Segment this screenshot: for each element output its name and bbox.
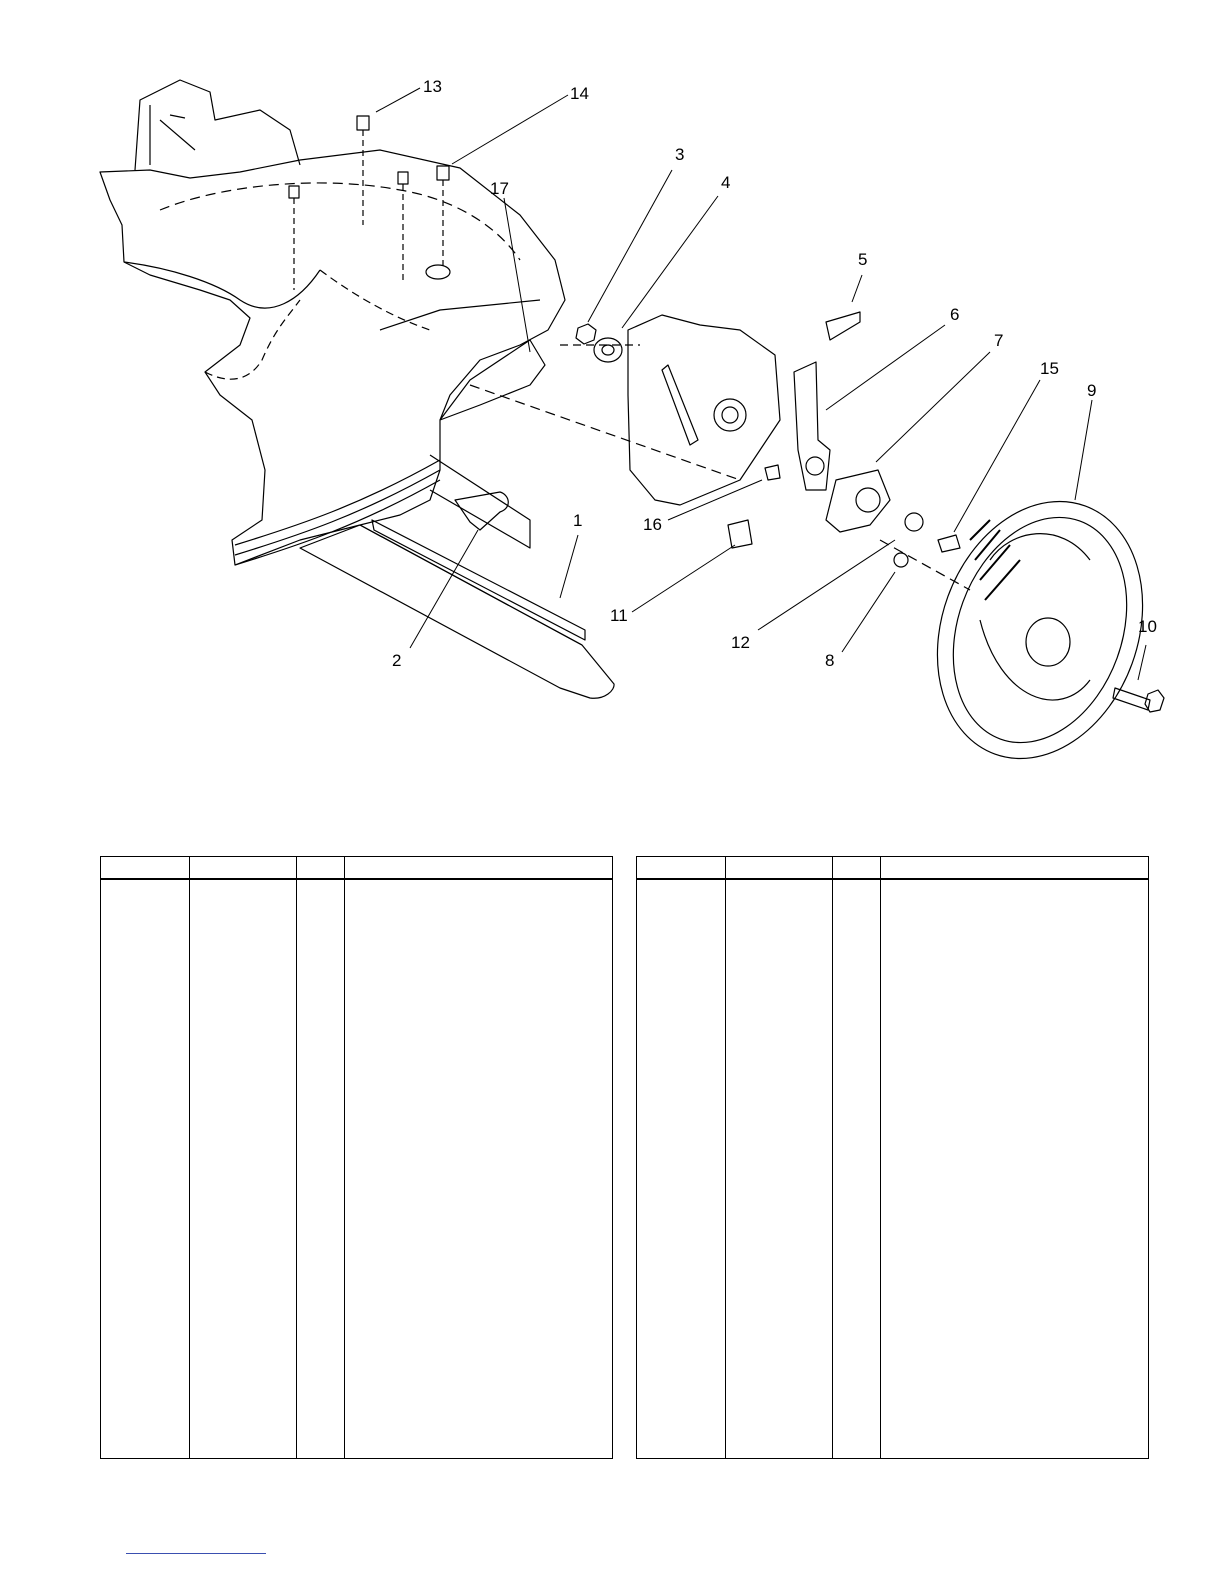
column-header-ref-no [637,857,726,880]
column-header-qty [833,857,881,880]
table-cell [190,879,297,1459]
column-header-description [881,857,1149,880]
column-header-part-no [190,857,297,880]
wheel [903,472,1177,780]
callout-17: 17 [490,179,509,198]
column-header-description [345,857,613,880]
table-cell [345,879,613,1459]
callout-14: 14 [570,84,589,103]
callout-5: 5 [858,250,868,269]
nut-and-bushing [576,324,622,362]
footer-link-underline[interactable] [126,1553,266,1554]
column-header-ref-no [101,857,190,880]
parts-table-left [100,856,613,1459]
callout-1: 1 [573,511,583,530]
table-body-row [101,879,613,1459]
top-bolts [289,116,450,290]
table-cell [637,879,726,1459]
callout-13: 13 [423,77,442,96]
rear-flap [300,455,614,698]
callout-9: 9 [1087,381,1097,400]
callout-6: 6 [950,305,960,324]
table-cell [101,879,190,1459]
callout-8: 8 [825,651,835,670]
height-adjuster-plate [470,315,780,505]
table-cell [881,879,1149,1459]
table-cell [833,879,881,1459]
callout-7: 7 [994,331,1004,350]
parts-table-right [636,856,1149,1459]
column-header-part-no [726,857,833,880]
exploded-parts-diagram [0,0,1224,780]
washers-and-bolts [728,465,970,590]
callout-3: 3 [675,145,685,164]
table-cell [297,879,345,1459]
pivot-plate [826,470,890,532]
callout-2: 2 [392,651,402,670]
wheel-bolt [1113,688,1164,712]
callout-labels [392,77,1157,670]
callout-16: 16 [643,515,662,534]
table-cell [726,879,833,1459]
height-lever [794,312,860,490]
table-body-row [637,879,1149,1459]
callout-15: 15 [1040,359,1059,378]
column-header-qty [297,857,345,880]
callout-4: 4 [721,173,731,192]
callout-12: 12 [731,633,750,652]
callout-10: 10 [1138,617,1157,636]
callout-11: 11 [610,606,628,625]
